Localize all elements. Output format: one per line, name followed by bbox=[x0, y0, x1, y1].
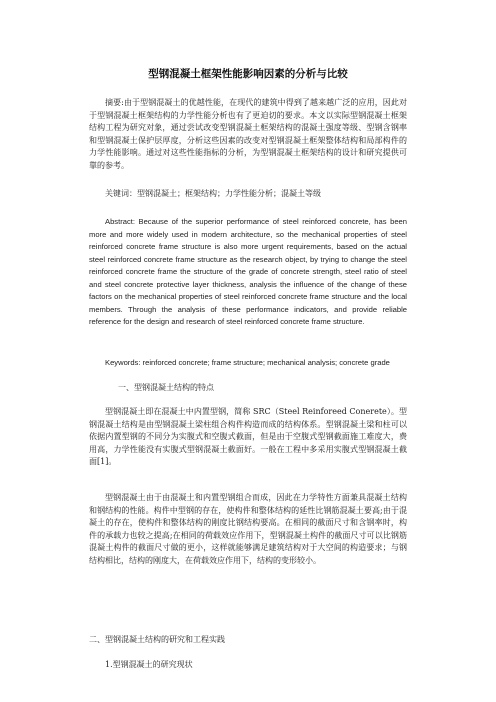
section-1-heading: 一、型钢混凝土结构的特点 bbox=[118, 383, 214, 392]
keywords-english: Keywords: reinforced concrete; frame structure; mechanical analysis; concrete grade bbox=[105, 358, 390, 367]
keywords-chinese: 关键词：型钢混凝土；框架结构；力学性能分析；混凝土等级 bbox=[105, 189, 321, 198]
section-1-paragraph-2: 型钢混凝土由于由混凝土和内置型钢组合而成，因此在力学特性方面兼具混凝土结构和钢结构的性能。构件中型钢的存在，使构件和整体结构的延性比钢筋混凝土要高;由于混凝土的存在，使构件和整体结构的刚度比钢结构要高。在相同的截面尺寸和含钢率时，构件的承载力也较之提高;在相同的荷载效应作用下，型钢混凝土构件的截面尺寸可以比钢筋混凝土构件的截面尺寸做的更小，这样就能够满足建筑结构对于大空间的构造要求；与钢结构相比，结构的刚度大，在荷载效应作用下，结构的变形较小。 bbox=[89, 493, 407, 565]
document-title: 型钢混凝土框架性能影响因素的分析与比较 bbox=[148, 68, 348, 80]
abstract-chinese: 摘要:由于型钢混凝土的优越性能，在现代的建筑中得到了越来越广泛的应用，因此对于型钢混凝土框架结构的力学性能分析也有了更迫切的要求。本文以实际型钢混凝土框架结构工程为研究对象，通过尝试改变型钢混凝土框架结构的混凝土强度等级、型钢含钢率和型钢混凝土保护层厚度，分析这些因素的改变对型钢混凝土框架整体结构和局部构件的力学性能影响。通过对这些性能指标的分析，为型钢混凝土框架结构的设计和研究提供可靠的参考。 bbox=[89, 98, 407, 170]
section-2-heading: 二、型钢混凝土结构的研究和工程实践 bbox=[89, 635, 225, 644]
section-1-paragraph-1: 型钢混凝土即在混凝土中内置型钢，简称 SRC（Steel Reinforeed Conerete）。型钢混凝土结构是由型钢混凝土梁柱组合构件构造而成的结构体系。型钢混凝土梁和柱可以依据内置型钢的不同分为实腹式和空腹式截面，但是由于空腹式型钢截面施工难度大，费用高，力学性能没有实腹式型钢混凝土截面好。一般在工程中多采用实腹式型钢混凝土截面[1]。 bbox=[89, 407, 407, 466]
section-2-subheading-1: 1.型钢混凝土的研究现状 bbox=[105, 660, 193, 669]
abstract-english: Abstract: Because of the superior performance of steel reinforced concrete, has been more and more widely used in modern architecture, so the mechanical properties of steel reinforced concrete frame structure is also more urgent requirements, based on the actual steel reinforced concrete frame structure as the research object, by trying to change the steel reinforced concrete frame the structure of the grade of concrete strength, steel ratio of steel and steel concrete protective layer thickness, analysis the influence of the change of these factors on the mechanical properties of steel reinforced concrete frame structure and the local members. Through the analysis of these performance indicators, and provide reliable reference for the design and research of steel reinforced concrete frame structure. bbox=[89, 217, 407, 326]
